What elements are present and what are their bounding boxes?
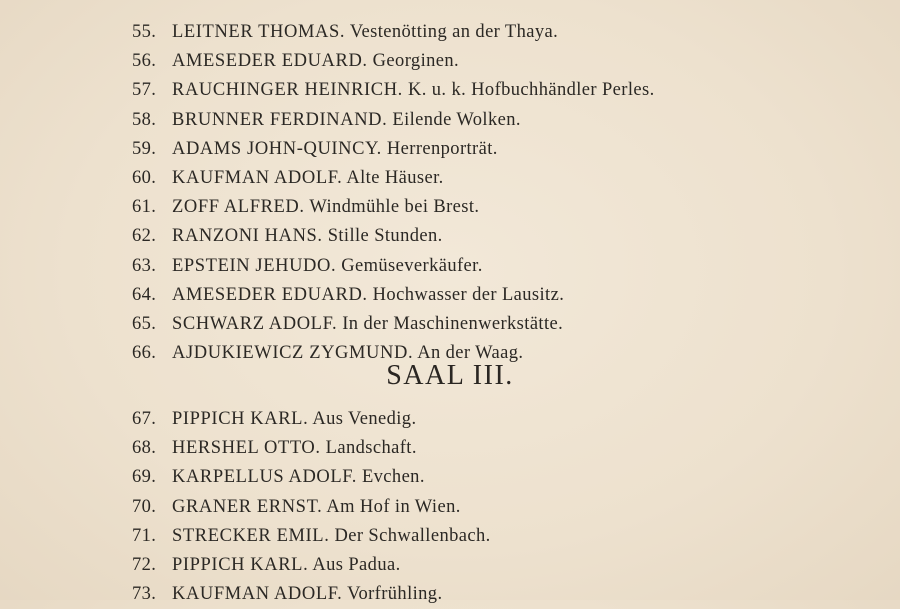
entry-title: Evchen. xyxy=(361,467,425,488)
catalog-entry xyxy=(132,47,655,76)
entry-number: 71. xyxy=(132,525,157,546)
catalog-entry xyxy=(132,135,655,164)
entry-title: Aus Padua. xyxy=(312,554,401,575)
catalog-entry xyxy=(132,18,655,47)
entry-artist: EPSTEIN JEHUDO. xyxy=(172,255,337,276)
entry-title: Stille Stunden. xyxy=(327,226,443,247)
entry-title: Vorfrühling. xyxy=(347,584,443,605)
catalog-entry xyxy=(132,580,491,609)
entry-number: 69. xyxy=(132,467,157,488)
catalog-entry xyxy=(132,310,655,339)
catalog-entry xyxy=(132,252,655,281)
entry-title: Georginen. xyxy=(372,51,460,72)
entry-artist: AMESEDER EDUARD. xyxy=(172,51,368,72)
catalog-entry xyxy=(132,405,491,434)
catalog-entry xyxy=(132,463,491,492)
entry-title: Vestenötting an der Thaya. xyxy=(349,22,559,42)
entry-artist: ZOFF ALFRED. xyxy=(172,197,305,218)
entry-title: Am Hof in Wien. xyxy=(326,496,461,517)
entry-number: 62. xyxy=(132,226,157,247)
catalog-list-saal-iii xyxy=(132,405,491,609)
entry-title: Gemüseverkäufer. xyxy=(341,255,483,276)
entry-number: 57. xyxy=(132,80,157,101)
entry-number: 55. xyxy=(132,22,157,42)
catalog-entry xyxy=(132,106,655,135)
entry-title: Herrenporträt. xyxy=(386,138,498,159)
entry-number: 59. xyxy=(132,138,157,159)
entry-artist: HERSHEL OTTO. xyxy=(172,438,321,459)
catalog-entry xyxy=(132,551,491,580)
entry-artist: GRANER ERNST. xyxy=(172,496,323,517)
entry-number: 65. xyxy=(132,313,157,334)
catalog-entry xyxy=(132,281,655,310)
catalog-entry xyxy=(132,222,655,251)
entry-artist: LEITNER THOMAS. xyxy=(172,22,346,42)
catalog-entry xyxy=(132,434,491,463)
entry-title: In der Maschinenwerkstätte. xyxy=(342,313,564,334)
entry-artist: RAUCHINGER HEINRICH. xyxy=(172,80,403,101)
section-heading: SAAL III. xyxy=(386,360,514,391)
entry-artist: STRECKER EMIL. xyxy=(172,525,330,546)
entry-artist: SCHWARZ ADOLF. xyxy=(172,313,338,334)
entry-title: Windmühle bei Brest. xyxy=(309,197,480,218)
entry-number: 66. xyxy=(132,343,157,364)
entry-title: Landschaft. xyxy=(325,438,417,459)
entry-title: Hochwasser der Lausitz. xyxy=(372,284,565,305)
entry-number: 56. xyxy=(132,51,157,72)
entry-title: Aus Venedig. xyxy=(312,409,417,429)
entry-number: 63. xyxy=(132,255,157,276)
entry-number: 60. xyxy=(132,167,157,188)
entry-title: Alte Häuser. xyxy=(346,167,444,188)
entry-title: An der Waag. xyxy=(417,343,524,364)
entry-number: 61. xyxy=(132,197,157,218)
entry-number: 64. xyxy=(132,284,157,305)
entry-number: 67. xyxy=(132,409,157,429)
catalog-entry xyxy=(132,193,655,222)
entry-number: 72. xyxy=(132,554,157,575)
entry-artist: PIPPICH KARL. xyxy=(172,409,309,429)
entry-artist: KARPELLUS ADOLF. xyxy=(172,467,357,488)
entry-artist: KAUFMAN ADOLF. xyxy=(172,167,343,188)
entry-artist: AMESEDER EDUARD. xyxy=(172,284,368,305)
entry-number: 73. xyxy=(132,584,157,605)
catalog-list-saal-ii xyxy=(132,18,655,368)
entry-title: Der Schwallenbach. xyxy=(334,525,491,546)
entry-number: 58. xyxy=(132,109,157,130)
entry-number: 68. xyxy=(132,438,157,459)
entry-number: 70. xyxy=(132,496,157,517)
catalog-entry xyxy=(132,522,491,551)
entry-artist: BRUNNER FERDINAND. xyxy=(172,109,388,130)
entry-title: K. u. k. Hofbuchhändler Perles. xyxy=(407,80,655,101)
entry-artist: KAUFMAN ADOLF. xyxy=(172,584,343,605)
entry-title: Eilende Wolken. xyxy=(392,109,521,130)
entry-artist: RANZONI HANS. xyxy=(172,226,323,247)
catalog-entry xyxy=(132,76,655,105)
catalog-entry xyxy=(132,493,491,522)
catalog-entry xyxy=(132,164,655,193)
entry-artist: PIPPICH KARL. xyxy=(172,554,309,575)
entry-artist: AJDUKIEWICZ ZYGMUND. xyxy=(172,343,414,364)
entry-artist: ADAMS JOHN-QUINCY. xyxy=(172,138,382,159)
